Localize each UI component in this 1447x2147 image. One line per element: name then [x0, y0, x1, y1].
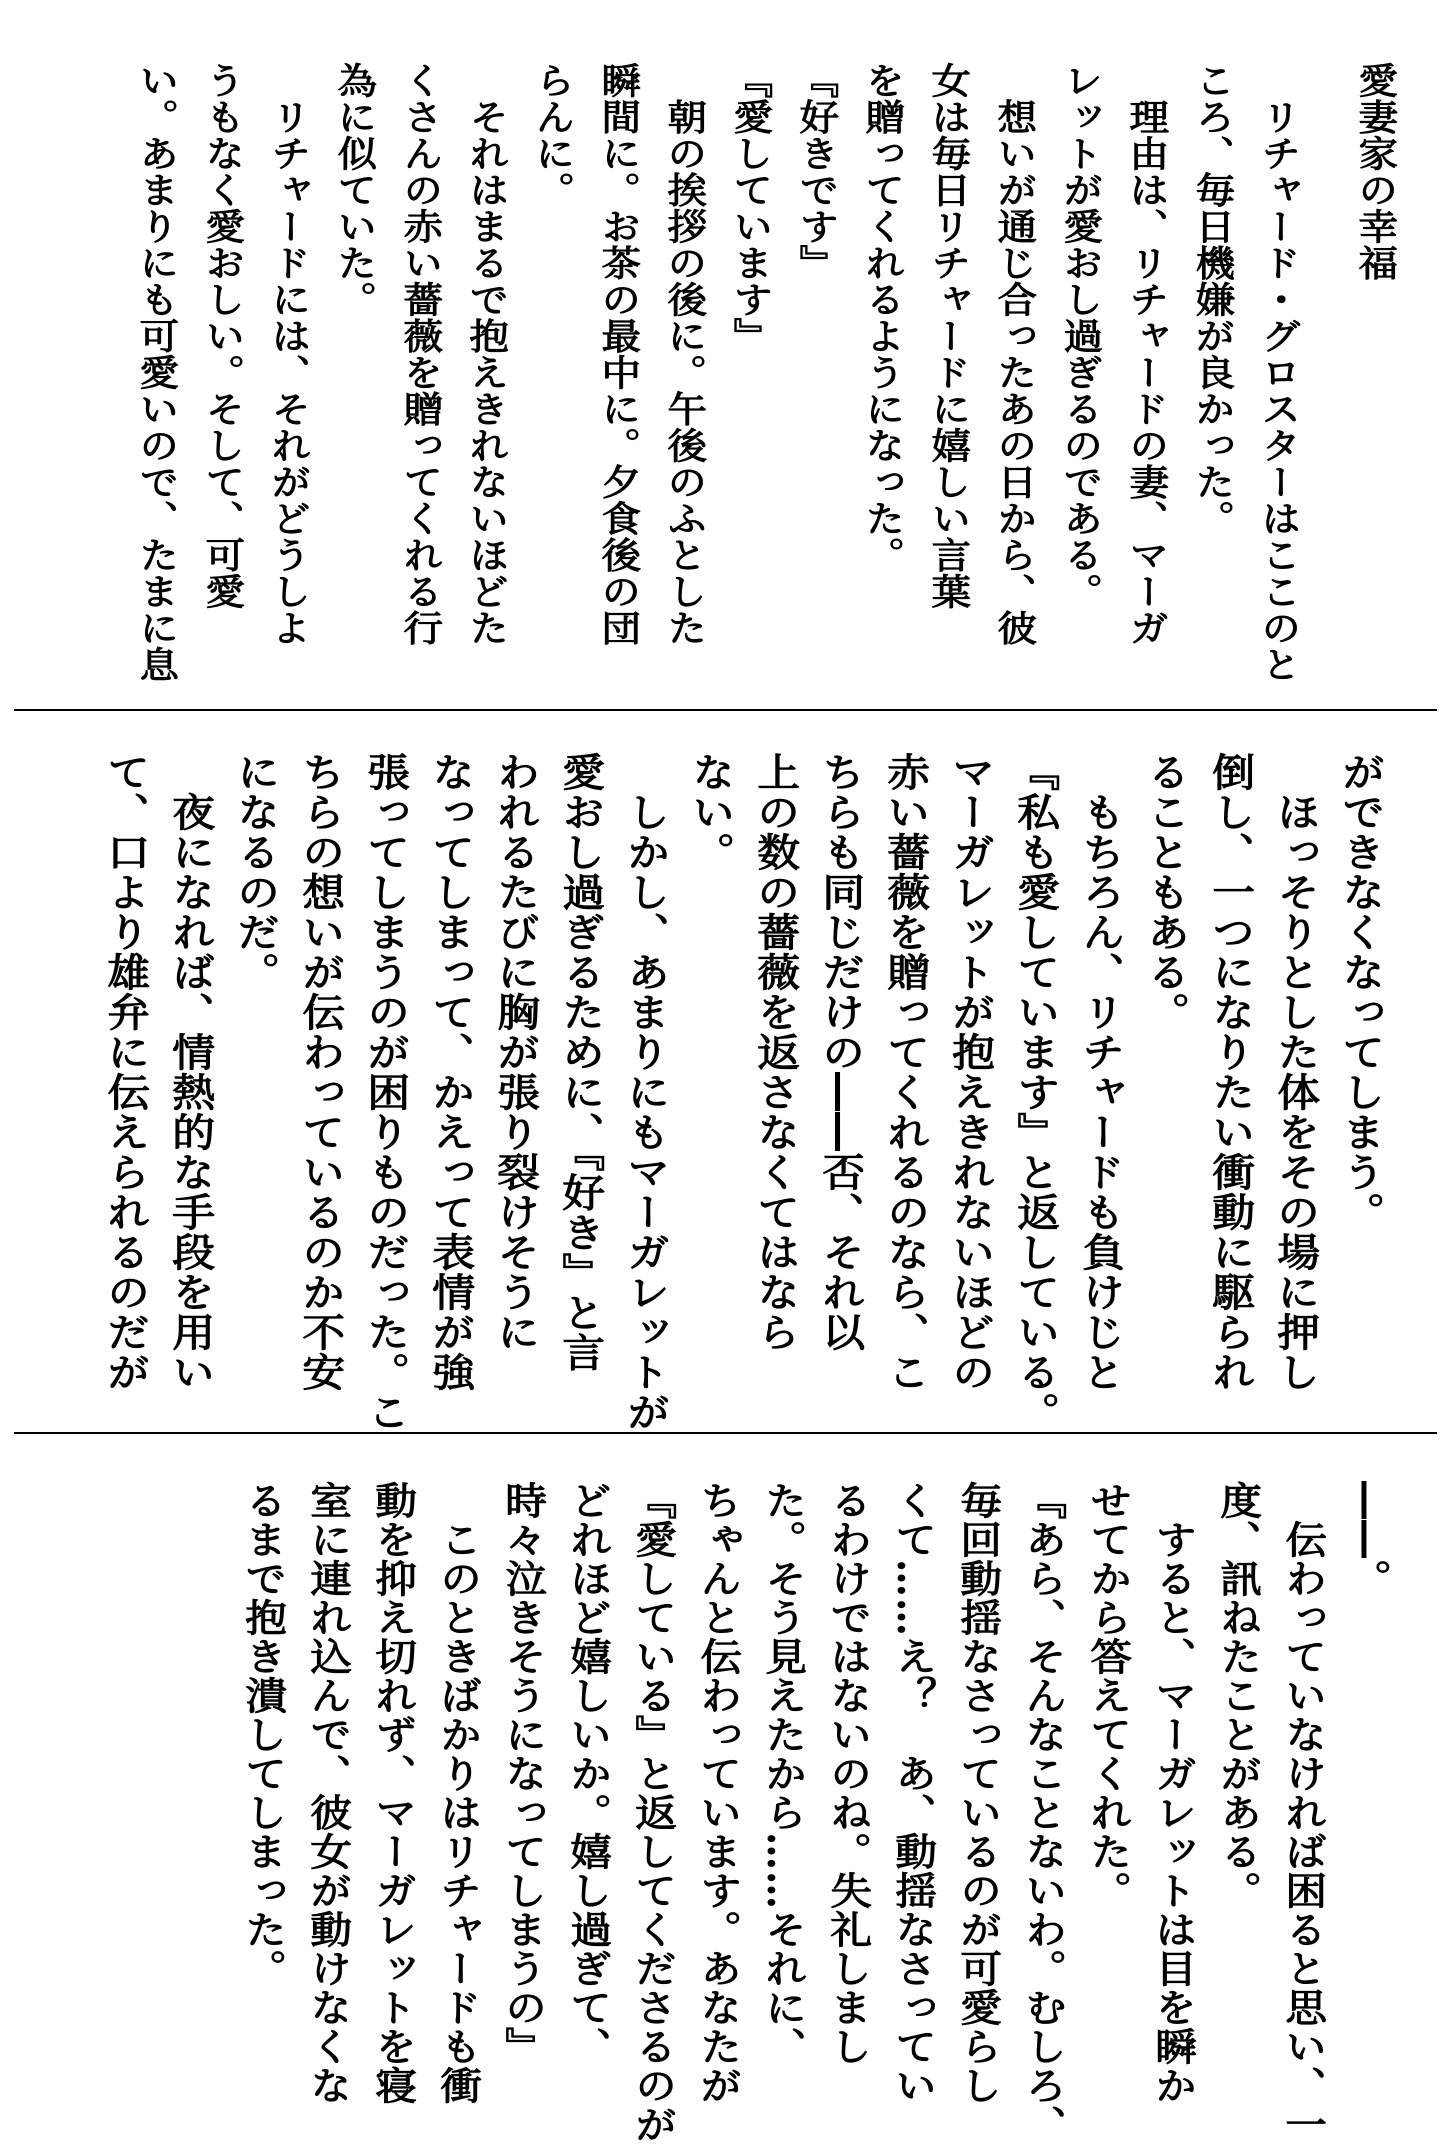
- text-column: ころ、毎日機嫌が良かった。: [1189, 62, 1236, 537]
- text-column: 伝わっていなければ困ると思い、一: [1277, 1481, 1328, 2144]
- text-column: せてから答えてくれた。: [1082, 1481, 1133, 1910]
- text-column: しかし、あまりにもマーガレットが: [619, 752, 671, 1432]
- text-column: 上の数の薔薇を返さなくてはなら: [749, 752, 801, 1352]
- text-column: ――。: [1342, 1481, 1393, 1598]
- text-column: 『私も愛しています』と返している。: [1009, 752, 1061, 1432]
- text-column: くさんの赤い薔薇を贈ってくれる行: [397, 62, 444, 646]
- text-column: ちらの想いが伝わっているのか不安: [294, 752, 346, 1392]
- text-column: 理由は、リチャードの妻、マーガ: [1123, 62, 1170, 646]
- text-column: 瞬間に。お茶の最中に。夕食後の団: [595, 62, 642, 646]
- text-column: それはまるで抱えきれないほどた: [463, 62, 510, 646]
- text-column: どれほど嬉しいか。嬉し過ぎて、: [562, 1481, 613, 2066]
- page-panel-3: [0, 1481, 1447, 2144]
- text-column: すると、マーガレットは目を瞬か: [1147, 1481, 1198, 2105]
- text-column: もちろん、リチャードも負けじと: [1074, 752, 1126, 1392]
- text-column: ない。: [684, 752, 736, 872]
- text-column: 朝の挨拶の後に。午後のふとした: [661, 62, 708, 646]
- text-column: を贈ってくれるようになった。: [859, 62, 906, 573]
- text-column: 『愛している』と返してくださるのが: [627, 1481, 678, 2144]
- text-column: ほっそりとした体をその場に押し: [1269, 752, 1321, 1392]
- page-panel-1: [0, 62, 1447, 702]
- text-column: 夜になれば、情熱的な手段を用い: [164, 752, 216, 1392]
- text-column: レットが愛おし過ぎるのである。: [1057, 62, 1104, 610]
- page-panel-2: [0, 752, 1447, 1432]
- text-column: マーガレットが抱えきれないほどの: [944, 752, 996, 1392]
- text-column: 女は毎日リチャードに嬉しい言葉: [925, 62, 972, 610]
- text-column: た。そう見えたから……それに、: [757, 1481, 808, 2066]
- text-column: 『愛しています』: [727, 62, 774, 354]
- text-column: リチャードには、それがどうしよ: [265, 62, 312, 646]
- text-column: になるのだ。: [229, 752, 281, 992]
- text-column: 愛おし過ぎるために、『好き』と言: [554, 752, 606, 1373]
- text-column: 『あら、そんなことないわ。むしろ、: [1017, 1481, 1068, 2144]
- text-column: るまで抱き潰してしまった。: [237, 1481, 288, 1988]
- text-column: らんに。: [529, 62, 576, 208]
- text-column: 赤い薔薇を贈ってくれるのなら、こ: [879, 752, 931, 1392]
- panel-divider: [14, 1432, 1437, 1434]
- text-column: 室に連れ込んで、彼女が動けなくな: [302, 1481, 353, 2105]
- text-column: 時々泣きそうになってしまうの』: [497, 1481, 548, 2066]
- text-column: ができなくなってしまう。: [1334, 752, 1386, 1232]
- text-column: 張ってしまうのが困りものだった。こ: [359, 752, 411, 1432]
- story-title: 愛妻家の幸福: [1352, 62, 1399, 281]
- text-column: るわけではないのね。失礼しまし: [822, 1481, 873, 2066]
- text-column: 度、訊ねたことがある。: [1212, 1481, 1263, 1910]
- text-column: ちらも同じだけの――否、それ以: [814, 752, 866, 1352]
- text-column: なってしまって、かえって表情が強: [424, 752, 476, 1392]
- panel-divider: [14, 709, 1437, 711]
- text-column: リチャード・グロスターはここのと: [1255, 62, 1302, 683]
- text-column: い。あまりにも可愛いので、たまに息: [133, 62, 180, 683]
- text-column: 『好きです』: [793, 62, 840, 281]
- text-column: うもなく愛おしい。そして、可愛: [199, 62, 246, 610]
- text-column: このときばかりはリチャードも衝: [432, 1481, 483, 2105]
- text-column: て、口より雄弁に伝えられるのだが: [99, 752, 151, 1392]
- text-column: 想いが通じ合ったあの日から、彼: [991, 62, 1038, 646]
- text-column: われるたびに胸が張り裂けそうに: [489, 752, 541, 1352]
- text-column: 倒し、一つになりたい衝動に駆られ: [1204, 752, 1256, 1392]
- text-column: 動を抑え切れず、マーガレットを寝: [367, 1481, 418, 2105]
- text-column: 毎回動揺なさっているのが可愛らし: [952, 1481, 1003, 2105]
- text-column: くて……え？ あ、動揺なさってい: [887, 1481, 938, 2105]
- text-column: ちゃんと伝わっています。あなたが: [692, 1481, 743, 2105]
- text-column: 為に似ていた。: [331, 62, 378, 318]
- text-column: ることもある。: [1139, 752, 1191, 1032]
